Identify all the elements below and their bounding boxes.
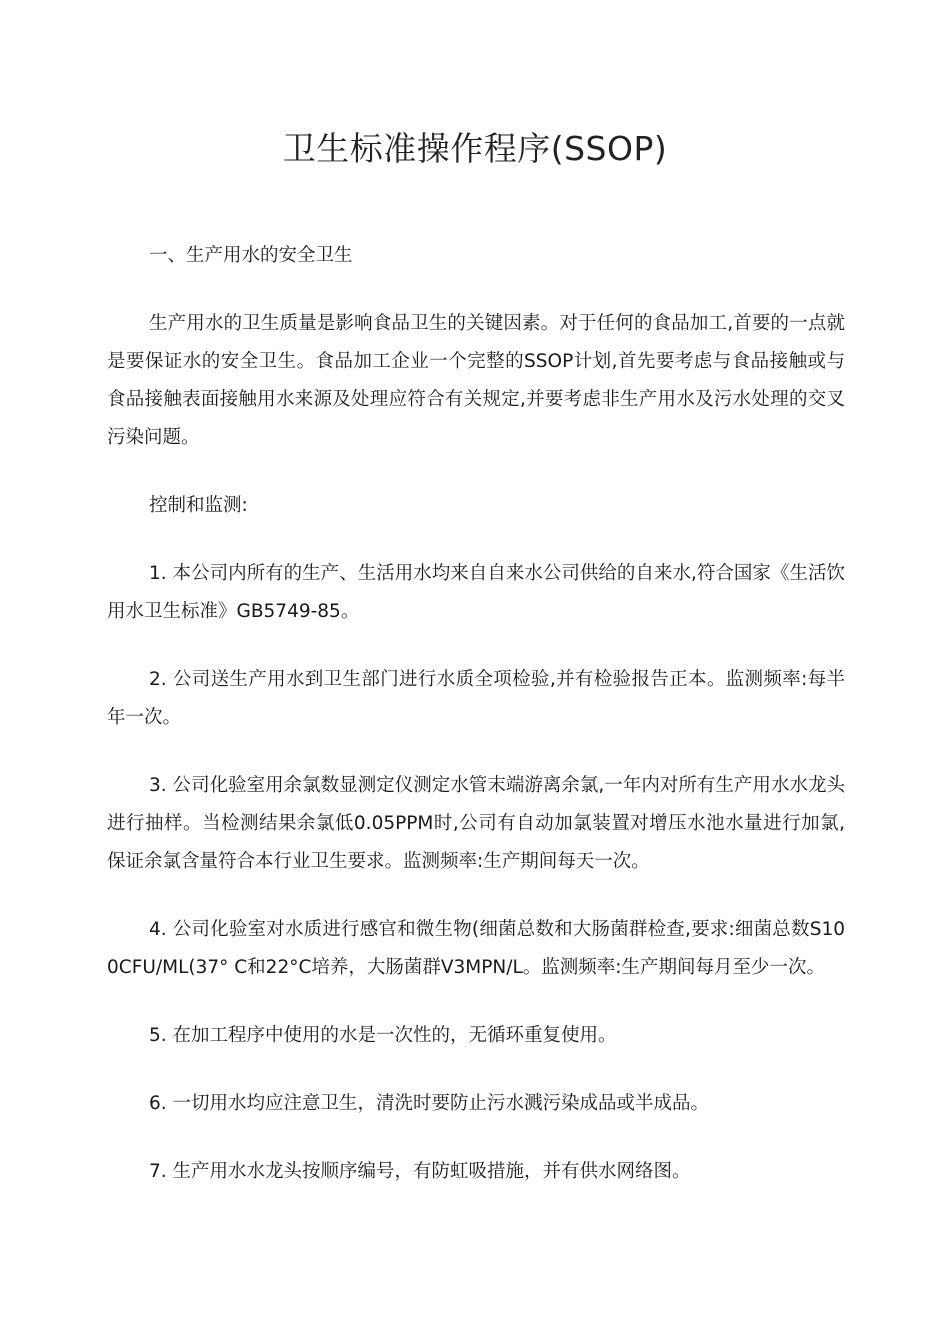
document-body [107, 237, 845, 1221]
section-heading: 一、生产用水的安全卫生 [149, 245, 353, 266]
list-item: 7. 生产用水水龙头按顺序编号，有防虹吸措施，并有供水网络图。 [149, 1161, 691, 1182]
list-item: 5. 在加工程序中使用的水是一次性的，无循环重复使用。 [149, 1025, 617, 1046]
list-item: 6. 一切用水均应注意卫生，清洗时要防止污水溅污染成品或半成品。 [149, 1093, 710, 1114]
intro-paragraph: 生产用水的卫生质量是影响食品卫生的关键因素。对于任何的食品加工,首要的一点就是要保证水的安全卫生。食品加工企业一个完整的SSOP计划,首先要考虑与食品接触或与食品接触表面接触用水来源及处理应符合有关规定,并要考虑非生产用水及污水处理的交叉污染问题。 [107, 313, 845, 448]
list-item: 1. 本公司内所有的生产、生活用水均来自自来水公司供给的自来水,符合国家《生活饮用水卫生标准》GB5749-85。 [107, 563, 845, 622]
list-item: 4. 公司化验室对水质进行感官和微生物(细菌总数和大肠菌群检查,要求:细菌总数S100CFU/ML(37° C和22°C培养，大肠菌群V3MPN/L。监测频率:生产期间每月至少一次。 [107, 919, 845, 978]
list-item: 2. 公司送生产用水到卫生部门进行水质全项检验,并有检验报告正本。监测频率:每半年一次。 [107, 669, 845, 728]
list-item: 3. 公司化验室用余氯数显测定仪测定水管末端游离余氯,一年内对所有生产用水水龙头进行抽样。当检测结果余氯低0.05PPM时,公司有自动加氯装置对增压水池水量进行加氯,保证余氯含量符合本行业卫生要求。监测频率:生产期间每天一次。 [107, 775, 845, 872]
document-title: 卫生标准操作程序(SSOP) [282, 129, 668, 168]
control-monitoring-label: 控制和监测: [149, 495, 248, 516]
